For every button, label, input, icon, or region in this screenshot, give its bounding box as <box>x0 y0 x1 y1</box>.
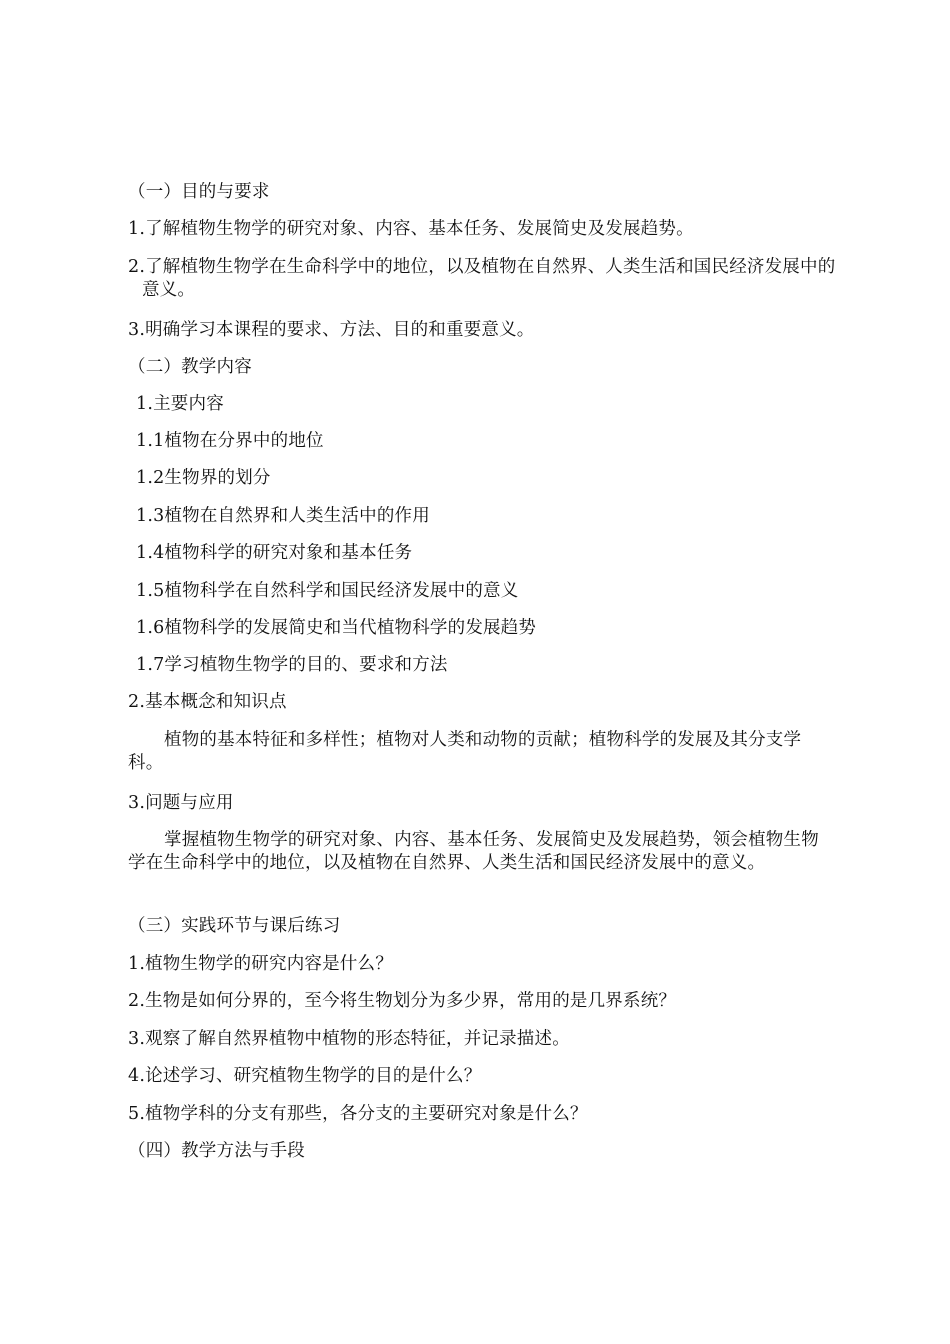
section-heading-content: （二）教学内容 <box>128 357 252 377</box>
content-sub-item: 1.1植物在分界中的地位 <box>136 431 324 451</box>
exercise-item: 2.生物是如何分界的，至今将生物划分为多少界，常用的是几界系统？ <box>128 991 677 1011</box>
content-sub-item: 1.3植物在自然界和人类生活中的作用 <box>136 506 430 526</box>
concepts-title: 2.基本概念和知识点 <box>128 692 287 712</box>
concepts-paragraph: 植物的基本特征和多样性；植物对人类和动物的贡献；植物科学的发展及其分支学科。 <box>128 730 802 773</box>
application-title: 3.问题与应用 <box>128 793 234 813</box>
objective-item-2: 2.了解植物生物学在生命科学中的地位，以及植物在自然界、人类生活和国民经济发展中的意义。 <box>128 257 836 300</box>
exercise-item: 1.植物生物学的研究内容是什么？ <box>128 954 393 974</box>
exercise-item: 5.植物学科的分支有那些，各分支的主要研究对象是什么？ <box>128 1104 588 1124</box>
section-heading-practice: （三）实践环节与课后练习 <box>128 916 341 936</box>
content-sub-item: 1.4植物科学的研究对象和基本任务 <box>136 543 413 563</box>
application-paragraph: 掌握植物生物学的研究对象、内容、基本任务、发展简史及发展趋势，领会植物生物学在生命科学中的地位，以及植物在自然界、人类生活和国民经济发展中的意义。 <box>128 830 819 873</box>
section-heading-objectives: （一）目的与要求 <box>128 182 270 202</box>
objective-item-1: 1.了解植物生物学的研究对象、内容、基本任务、发展简史及发展趋势。 <box>128 219 694 239</box>
content-sub-item: 1.5植物科学在自然科学和国民经济发展中的意义 <box>136 581 519 601</box>
content-sub-item: 1.2生物界的划分 <box>136 468 271 488</box>
section-heading-methods: （四）教学方法与手段 <box>128 1141 305 1161</box>
objective-item-3: 3.明确学习本课程的要求、方法、目的和重要意义。 <box>128 320 535 340</box>
exercise-item: 4.论述学习、研究植物生物学的目的是什么？ <box>128 1066 482 1086</box>
content-sub-item: 1.6植物科学的发展简史和当代植物科学的发展趋势 <box>136 618 537 638</box>
exercise-item: 3.观察了解自然界植物中植物的形态特征，并记录描述。 <box>128 1029 570 1049</box>
main-content-title: 1.主要内容 <box>136 394 224 414</box>
content-sub-item: 1.7学习植物生物学的目的、要求和方法 <box>136 655 448 675</box>
